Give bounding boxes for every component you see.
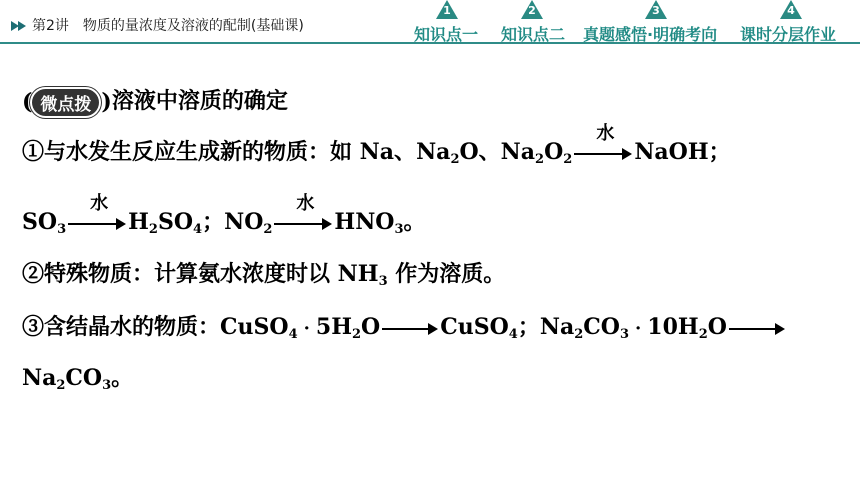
formula-cuso4-5h2o: CuSO$_4$ · $5H_2O$ (220, 314, 381, 342)
tip-badge: 微点拨 (32, 89, 99, 116)
formula-na2co3-10h2o: $Na_2CO_3 \cdot 10H_2O$ (539, 314, 727, 342)
period: 。 (111, 365, 134, 391)
nav-marker-1: 1 (436, 0, 458, 19)
item-3-line-2 (22, 361, 133, 392)
reaction-arrow (274, 193, 332, 233)
nav-marker-4: 4 (780, 0, 802, 19)
item-3-line-1 (22, 310, 787, 341)
item-3-text: ③含结晶水的物质： (22, 314, 221, 340)
formula-nh3: $NH_3$ (337, 261, 388, 289)
nav-marker-2: 2 (521, 0, 543, 19)
play-icon (18, 21, 26, 31)
formula-cuso4: CuSO$_4$ (440, 314, 518, 342)
arrow-label-water: 水 (90, 193, 109, 214)
badge-bracket: ) (101, 89, 112, 115)
arrow-label-water: 水 (296, 193, 315, 214)
reaction-arrow (574, 123, 632, 163)
nav-tab-homework[interactable]: 课时分层作业 (740, 25, 837, 44)
arrow-label-water: 水 (596, 123, 615, 144)
formula-no2: $NO_2$ (224, 209, 273, 237)
reaction-arrow (68, 193, 126, 233)
separator: 、 (478, 139, 501, 165)
section-heading (22, 84, 288, 116)
item-2-suffix: 作为溶质。 (387, 261, 506, 287)
item-1-line-2 (22, 193, 426, 237)
chapter-title: 第2讲 物质的量浓度及溶液的配制(基础课) (32, 18, 304, 34)
nav-marker-3: 3 (645, 0, 667, 19)
semicolon: ； (708, 139, 731, 165)
reaction-arrow (382, 318, 438, 338)
formula-na: Na (359, 139, 395, 165)
section-title: 溶液中溶质的确定 (111, 88, 288, 114)
badge-bracket: ( (22, 89, 33, 115)
formula-naoh: NaOH (634, 139, 709, 165)
reaction-arrow (729, 318, 785, 338)
header (0, 0, 860, 46)
item-1-line-1 (22, 123, 731, 167)
separator: 、 (394, 139, 417, 165)
item-1-text: ①与水发生反应生成新的物质：如 (22, 139, 360, 165)
formula-h2so4: $H_2SO_4$ (128, 209, 203, 237)
formula-so3: $SO_3$ (22, 209, 67, 237)
period: 。 (403, 209, 426, 235)
formula-na2co3: $Na_2CO_3$ (22, 365, 112, 393)
semicolon: ； (202, 209, 225, 235)
formula-hno3: $HNO_3$ (334, 209, 404, 237)
formula-na2o2: $Na_2O_2$ (500, 139, 573, 167)
nav-tab-knowledge-1[interactable]: 知识点一 (414, 25, 479, 44)
item-2-text: ②特殊物质：计算氨水浓度时以 (22, 261, 338, 287)
item-2 (22, 257, 505, 288)
semicolon: ； (517, 314, 540, 340)
nav-tab-exam-insight[interactable]: 真题感悟·明确考向 (583, 25, 718, 44)
nav-tab-knowledge-2[interactable]: 知识点二 (501, 25, 566, 44)
formula-na2o: $Na_2O$ (416, 139, 479, 167)
